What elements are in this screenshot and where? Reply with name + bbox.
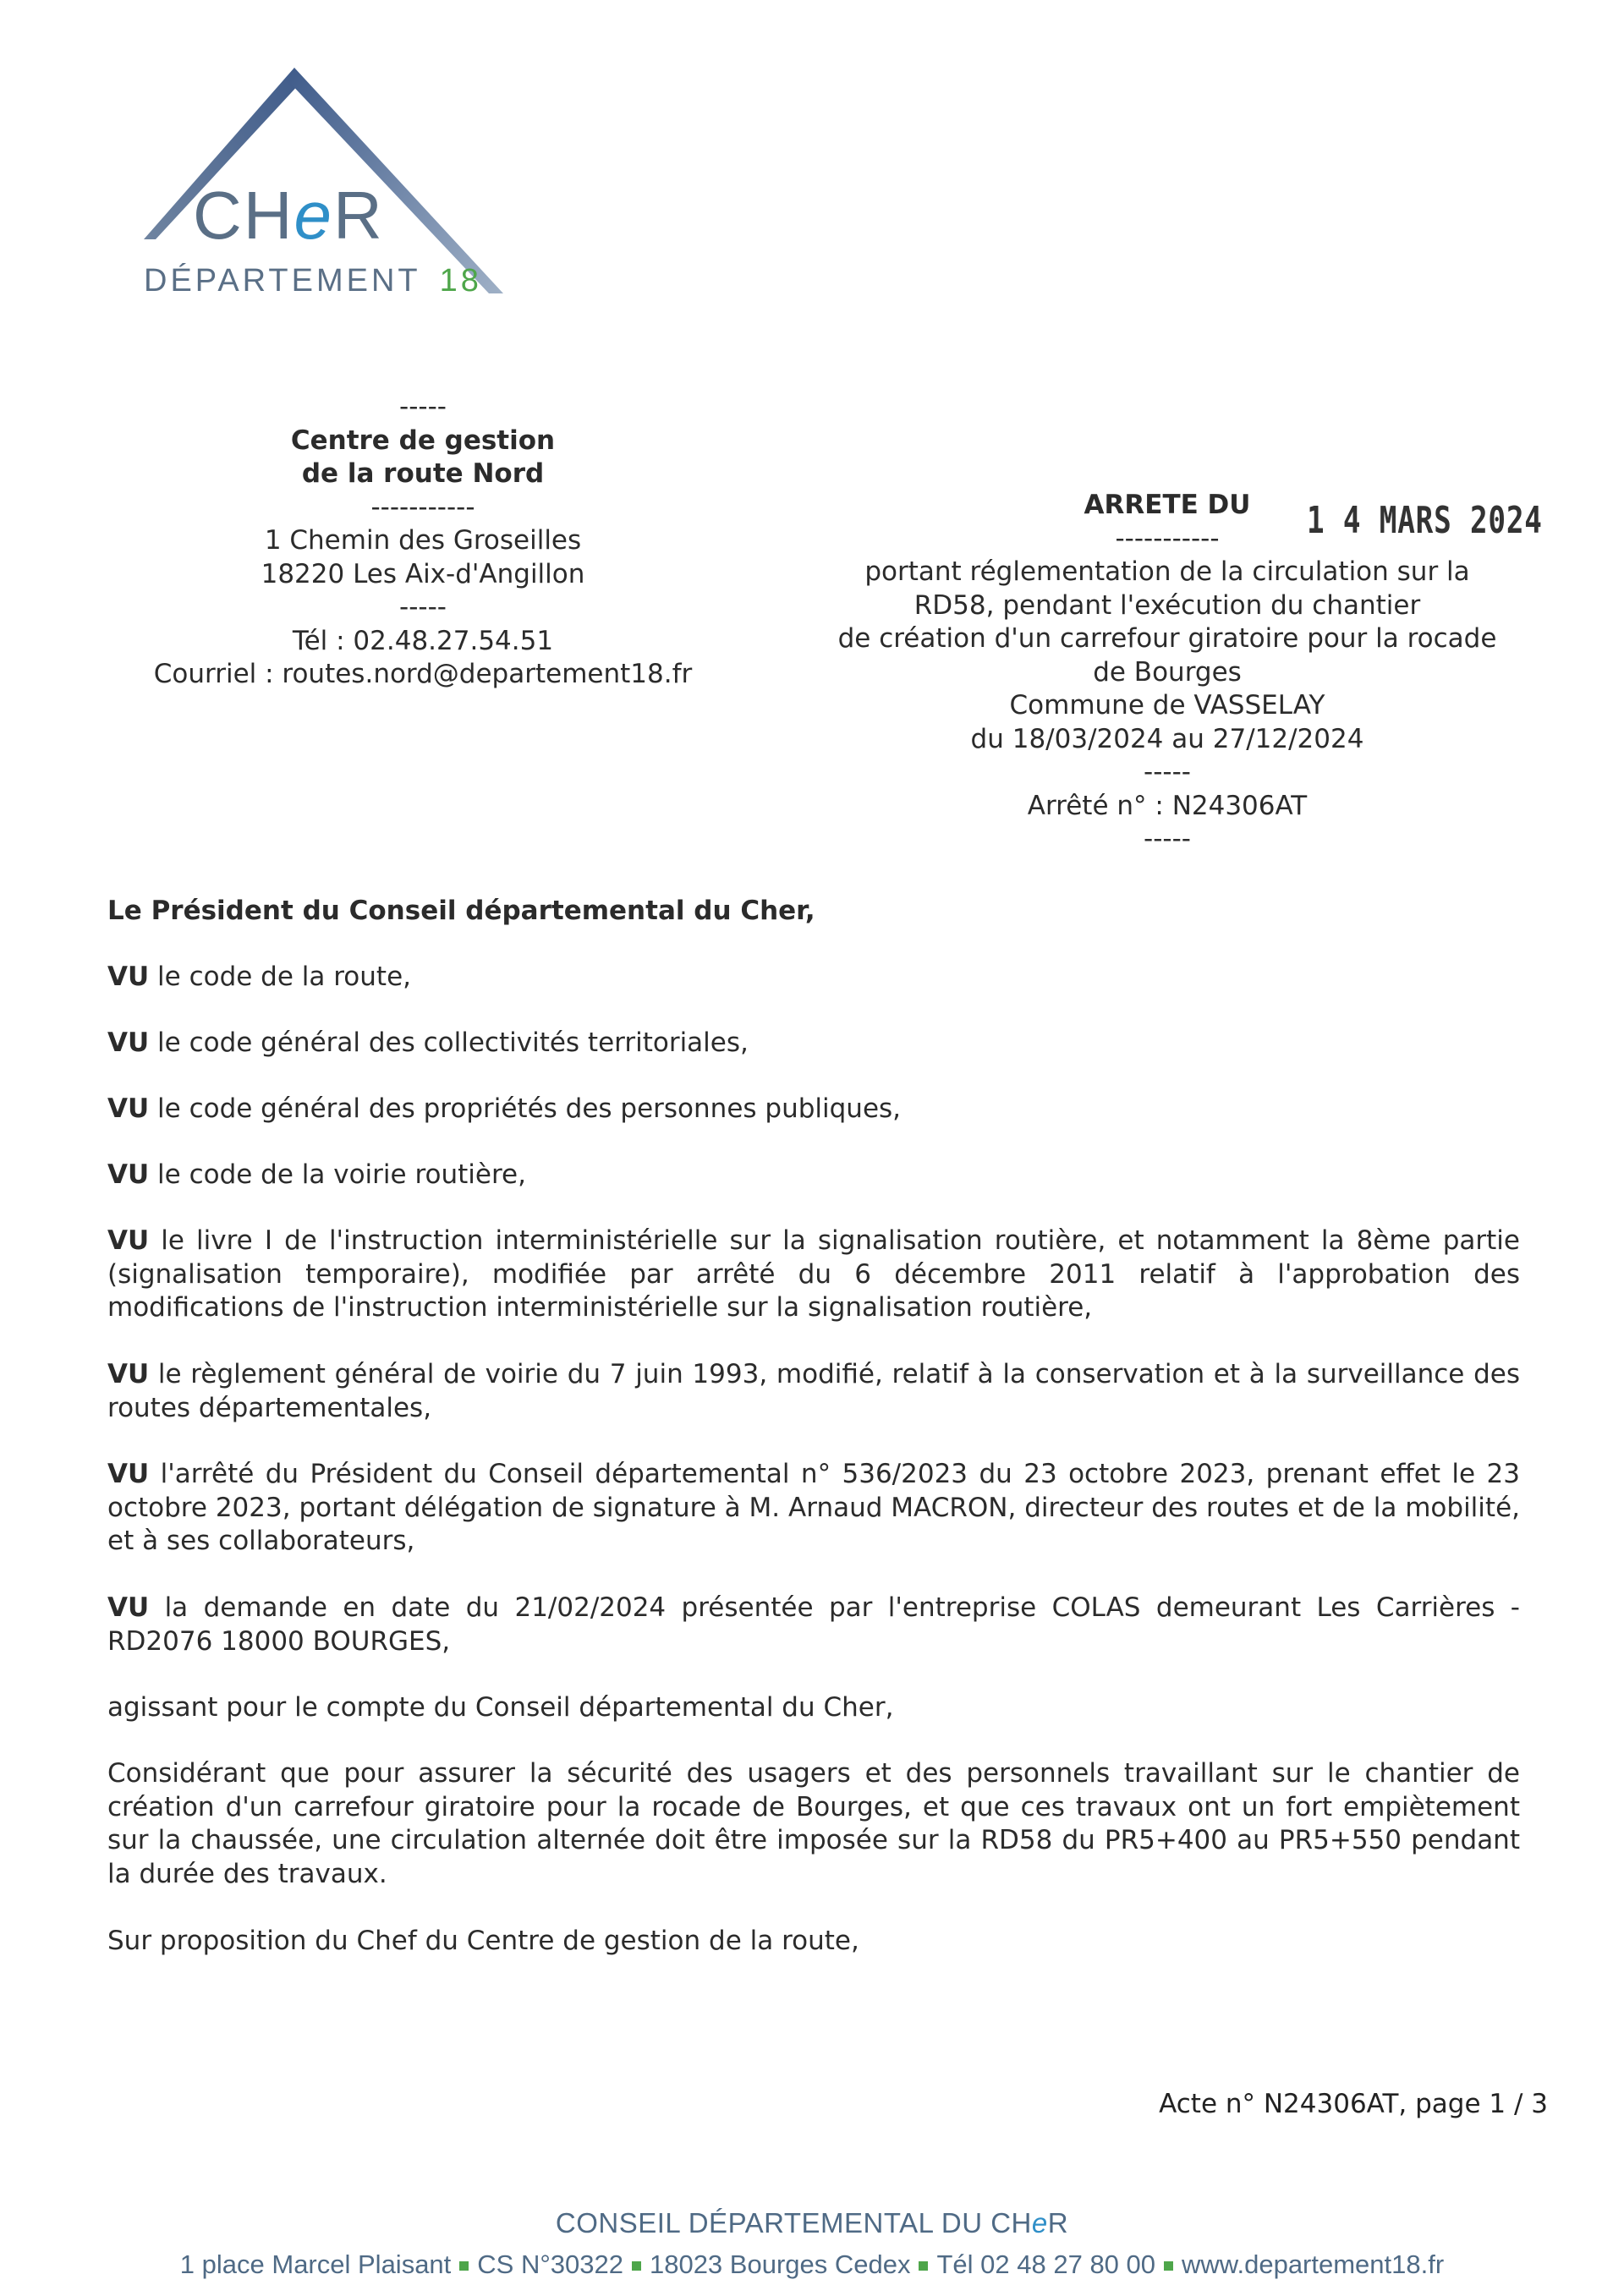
- considerant-paragraph: Considérant que pour assurer la sécurité des usagers et des personnels travaillant sur le chantier de création d'un carrefour giratoire pour la rocade de Bourges, et que ces travaux ont un fort empiètement sur la chaussée, une circulation alternée doit être imposée sur la RD58 du PR5+400 au PR5+550 pendant la durée des travaux.: [107, 1758, 1520, 1889]
- org-name-line1: Centre de gestion: [290, 425, 556, 456]
- vu-clause: VU le code général des collectivités territoriales,: [107, 1027, 749, 1058]
- footer-phone: Tél 02 48 27 80 00: [936, 2249, 1156, 2279]
- footer-city: 18023 Bourges Cedex: [649, 2249, 911, 2279]
- vu-clause: VU l'arrêté du Président du Conseil départemental n° 536/2023 du 23 octobre 2023, prenant effet le 23 octobre 2023, portant délégation de signature à M. Arnaud MACRON, directeur des routes et de la mobilité, et à ses collaborateurs,: [107, 1459, 1520, 1556]
- address-line1: 1 Chemin des Groseilles: [264, 525, 582, 556]
- address-line2: 18220 Les Aix-d'Angillon: [261, 558, 585, 589]
- page-reference: Acte n° N24306AT, page 1 / 3: [1159, 2089, 1548, 2119]
- decree-subject-line1: portant réglementation de la circulation sur la: [864, 556, 1470, 587]
- decree-title: ARRETE DU: [1084, 490, 1251, 520]
- proposal-line: Sur proposition du Chef du Centre de gestion de la route,: [107, 1926, 859, 1956]
- square-bullet-icon: [919, 2261, 928, 2271]
- separator: -----: [1144, 824, 1191, 854]
- email: Courriel : routes.nord@departement18.fr: [153, 659, 693, 689]
- vu-clause: VU le code de la voirie routière,: [107, 1159, 526, 1190]
- square-bullet-icon: [1164, 2261, 1173, 2271]
- phone: Tél : 02.48.27.54.51: [292, 625, 554, 656]
- footer-website[interactable]: www.departement18.fr: [1182, 2249, 1445, 2279]
- decree-subject-line3: de création d'un carrefour giratoire pour la rocade: [837, 623, 1497, 654]
- decree-period: du 18/03/2024 au 27/12/2024: [970, 723, 1364, 754]
- decree-title-block: [820, 489, 1514, 857]
- decree-subject-line4: de Bourges: [1093, 656, 1242, 688]
- org-name-line2: de la route Nord: [301, 458, 545, 489]
- issuer-block: [127, 391, 719, 692]
- square-bullet-icon: [632, 2261, 641, 2271]
- decree-subject-line2: RD58, pendant l'exécution du chantier: [914, 589, 1421, 621]
- decree-number: Arrêté n° : N24306AT: [1027, 790, 1308, 821]
- cher-department-logo: [135, 63, 516, 309]
- separator: -----: [1144, 757, 1191, 787]
- logo-wordmark: CHeR: [193, 178, 384, 253]
- vu-clause: VU le règlement général de voirie du 7 juin 1993, modifié, relatif à la conservation et à la surveillance des routes départementales,: [107, 1359, 1520, 1423]
- footer-cs: CS N°30322: [477, 2249, 623, 2279]
- logo-department-label: DÉPARTEMENT 18: [144, 263, 482, 299]
- footer-council-name: CONSEIL DÉPARTEMENTAL DU CHeR: [555, 2207, 1069, 2238]
- footer-street: 1 place Marcel Plaisant: [179, 2249, 452, 2279]
- square-bullet-icon: [459, 2261, 469, 2271]
- date-stamp: 1 4 MARS 2024: [1307, 499, 1543, 542]
- vu-clause: VU la demande en date du 21/02/2024 présentée par l'entreprise COLAS demeurant Les Carrières - RD2076 18000 BOURGES,: [107, 1592, 1520, 1657]
- separator: -----------: [1115, 523, 1220, 554]
- footer-address: [0, 2249, 1624, 2280]
- acting-on-behalf: agissant pour le compte du Conseil départemental du Cher,: [107, 1692, 894, 1723]
- vu-clause: VU le code de la route,: [107, 962, 412, 992]
- president-heading: Le Président du Conseil départemental du Cher,: [107, 896, 815, 926]
- separator: -----: [399, 392, 447, 422]
- separator: -----: [399, 592, 447, 622]
- vu-clause: VU le code général des propriétés des personnes publiques,: [107, 1093, 902, 1124]
- vu-clause: VU le livre I de l'instruction interministérielle sur la signalisation routière, et notamment la 8ème partie (signalisation temporaire), modifiée par arrêté du 6 décembre 2011 relatif à l'approbation des modifications de l'instruction interministérielle sur la signalisation routière,: [107, 1225, 1520, 1323]
- decree-commune: Commune de VASSELAY: [1009, 690, 1325, 721]
- separator: -----------: [370, 491, 475, 523]
